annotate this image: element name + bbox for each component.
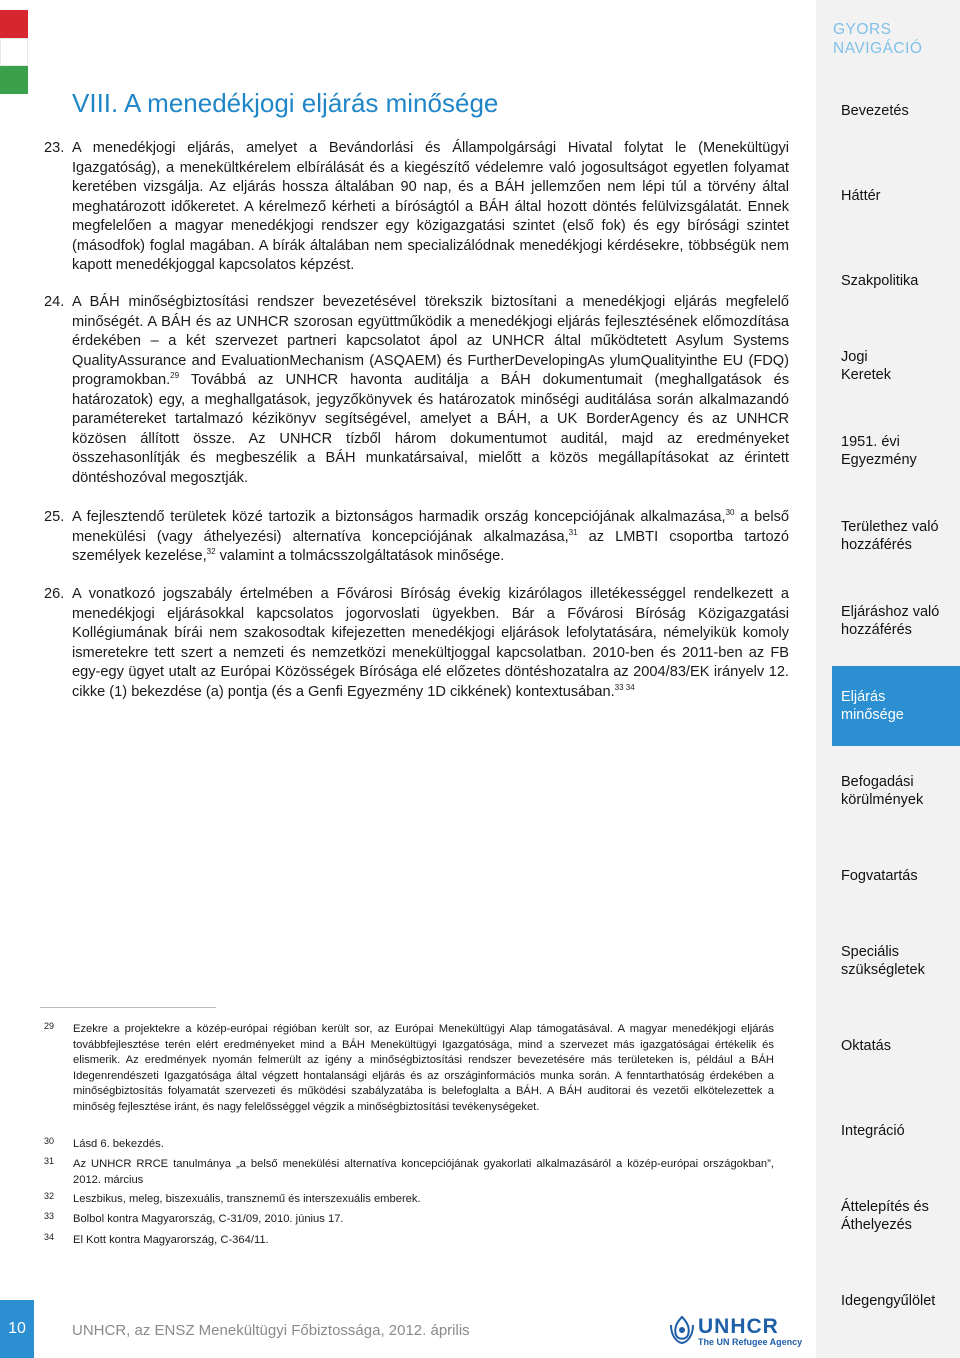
footnote-text: Lásd 6. bekezdés. <box>73 1138 164 1150</box>
footnote-ref[interactable]: 32 <box>206 547 216 557</box>
footnote-number: 30 <box>44 1136 55 1146</box>
footnote-number: 32 <box>44 1191 55 1201</box>
nav-item-6[interactable]: Területhez való hozzáférés <box>841 519 939 553</box>
footer-text: UNHCR, az ENSZ Menekültügyi Főbiztossága, 2012. április <box>72 1322 470 1339</box>
nav-item-8[interactable]: Eljárás minősége <box>832 666 960 746</box>
nav-item-13[interactable]: Integráció <box>841 1123 905 1139</box>
footnote-ref[interactable]: 29 <box>170 371 180 381</box>
unhcr-logo <box>668 1315 803 1349</box>
flag-green-stripe <box>0 66 28 94</box>
nav-title: GYORS NAVIGÁCIÓ <box>833 21 923 57</box>
footnote-30 <box>44 1137 774 1153</box>
nav-item-14[interactable]: Áttelepítés és Áthelyezés <box>841 1199 929 1233</box>
footnote-32 <box>44 1192 774 1208</box>
flag-red-stripe <box>0 10 28 38</box>
nav-item-2[interactable]: Háttér <box>841 188 881 204</box>
paragraph-text: A menedékjogi eljárás, amelyet a Bevándorlási és Állampolgársági Hivatal folytat le (Menekültügyi Igazgatóság), a menekültkérelem elbírálását és a kiegészítő védelemre való jogosultságot egyetlen folyamat keretében vizsgálja. Az eljárás hossza általában 90 nap, és a BÁH jellemzően nem lépi túl a törvény által meghatározott időkeretet. A kérelmező kérheti a bíróságtól a BÁH által hozott döntés felülvizsgálatát. Ennek megfelelően a magyar menedékjogi rendszer egy közigazgatási szintet (első fok) és egy bírósági szintet (másodfok) foglal magában. A bírák általában nem specializálódnak menedékjogi kérdésekre, többségük nem kapott menedékjoggal kapcsolatos képzést. <box>72 140 789 273</box>
footnote-text: El Kott kontra Magyarország, C-364/11. <box>73 1234 269 1246</box>
footnote-number: 33 <box>44 1211 55 1221</box>
nav-item-10[interactable]: Fogvatartás <box>841 868 918 884</box>
page-number: 10 <box>0 1300 34 1358</box>
footnote-text: Ezekre a projektekre a közép-európai régióban került sor, az Európai Menekültügyi Alap támogatásával. A magyar menedékjogi eljárás továbbfejlesztése terén elért eredményeket mind a BÁH Menekültügyi Igazgatósága, mind a szervezet más igazgatóságai értékelik és elismerik. Az eredmények nyomán felmerült az igény a minőségbiztosítási rendszer bevezetésére más területeken is, például a BÁH Idegenrendészeti Igazgatósága által végzett hontalansági eljárás és az országinformációs munka során. A fenntarthatóság érdekében a minőségbiztosítás folyamatát szervezeti és működési szabályzatába is belefoglalta a BÁH. A BÁH auditorai és vezetői elkötelezettek a minőség fejlesztése iránt, és nagy felelősséggel végzik a minőségbiztosítási tevékenységeket. <box>73 1023 774 1113</box>
paragraph-23 <box>44 139 789 276</box>
unhcr-emblem-icon <box>668 1315 696 1345</box>
flag-white-stripe <box>0 38 28 66</box>
paragraph-24 <box>44 293 789 488</box>
paragraph-number: 23. <box>44 140 65 156</box>
paragraph-text: A vonatkozó jogszabály értelmében a Fővárosi Bíróság évekig kizárólagos illetékességgel rendelkezett a menedékjogi eljárásokkal kapcsolatos jogorvoslati ügyekben. Bár a Fővárosi Bíróság Közigazgatási Kollégiumának bírái nem szakosodtak kifejezetten menedékjogi eljárások lefolytatására, némelyikük komoly ismeretekre tett szert a nemzeti és nemzetközi menekültjoggal kapcsolatban. 2010-ben és 2011-ben az FB egy-egy ügyet utalt az Európai Közösségek Bírósága elé előzetes döntéshozatalra az 2004/83/EK irányelv 12. cikke (1) bekezdése (a) pontja (és a Genfi Egyezmény 1D cikkének) kontextusában.$^{33 34}$ <box>72 586 789 700</box>
paragraph-number: 24. <box>44 294 65 310</box>
nav-item-15[interactable]: Idegengyűlölet <box>841 1293 936 1309</box>
paragraph-text: A BÁH minőségbiztosítási rendszer bevezetésével törekszik biztosítani a menedékjogi eljárás megfelelő minőségét. A BÁH és az UNHCR szorosan együttműködik a menedékjogi eljárás fejlesztésének előmozdítása érdekében – a két szervezet partneri kapcsolatot ápol az UNHCR által működtetett Asylum Systems QualityAssurance and EvaluationMechanism (ASQAEM) és FurtherDevelopingAs ylumQualityinthe EU (FDQ) programokban.$^{29}$ Továbbá az UNHCR havonta auditálja a BÁH dokumentumait (meghallgatások és határozatok) egy, a meghallgatások, jegyzőkönyvek és határozatok minőségi auditálása során alkalmazandó paramétereket tartalmazó kézikönyv segítségével, amelyet a BÁH, a UK BorderAgency és az UNHCR közösen állított össze. Az UNHCR tízből három dokumentumot auditál, majd az eredményeket összehasonlítják és megbeszélik a BÁH munkatársaival, mielőtt a közös megállapításokat az érintett döntéshozóval megosztják. <box>72 294 789 486</box>
footnote-text: Leszbikus, meleg, biszexuális, transznemű és interszexuális emberek. <box>73 1193 421 1205</box>
nav-item-12[interactable]: Oktatás <box>841 1038 891 1054</box>
footnote-34 <box>44 1233 774 1249</box>
paragraph-number: 26. <box>44 586 65 602</box>
nav-item-9[interactable]: Befogadási körülmények <box>841 774 924 808</box>
paragraph-26 <box>44 585 789 702</box>
paragraph-25 <box>44 508 789 567</box>
nav-item-3[interactable]: Szakpolitika <box>841 273 919 289</box>
logo-tagline: The UN Refugee Agency <box>698 1337 803 1347</box>
footnote-number: 34 <box>44 1232 55 1242</box>
paragraph-number: 25. <box>44 509 65 525</box>
footnote-29 <box>44 1022 774 1115</box>
nav-item-4[interactable]: Jogi Keretek <box>841 349 891 383</box>
footnote-text: Bolbol kontra Magyarország, C-31/09, 2010. június 17. <box>73 1213 344 1225</box>
footnote-number: 31 <box>44 1156 55 1166</box>
footnote-33 <box>44 1212 774 1228</box>
logo-wordmark: UNHCR <box>698 1315 779 1338</box>
footnote-ref[interactable]: 30 <box>725 508 735 518</box>
paragraph-text: A fejlesztendő területek közé tartozik a biztonságos harmadik ország koncepciójának alkalmazása,$^{30}$ a belső menekülési (vagy áthelyezési) alternatíva koncepciójának alkalmazása,$^{31}$ az LMBTI csoportba tartozó személyek kezelése,$^{32}$ valamint a tolmácsszolgáltatások minősége. <box>72 508 789 564</box>
footnote-divider <box>40 1007 216 1008</box>
nav-item-11[interactable]: Speciális szükségletek <box>841 944 925 978</box>
nav-item-1[interactable]: Bevezetés <box>841 103 909 119</box>
footnote-ref[interactable]: 31 <box>568 527 578 537</box>
footnote-number: 29 <box>44 1021 55 1031</box>
footnote-text: Az UNHCR RRCE tanulmánya „a belső menekülési alternatíva koncepciójának gyakorlati alkalmazásáról a közép-európai országokban”, 2012. március <box>73 1158 774 1186</box>
footnote-31 <box>44 1157 774 1188</box>
nav-item-7[interactable]: Eljáráshoz való hozzáférés <box>841 604 940 638</box>
nav-item-5[interactable]: 1951. évi Egyezmény <box>841 434 917 468</box>
footnote-ref[interactable]: 33 34 <box>614 682 635 692</box>
quick-navigation-sidebar <box>816 0 960 1358</box>
page-title: VIII. A menedékjogi eljárás minősége <box>72 88 499 118</box>
